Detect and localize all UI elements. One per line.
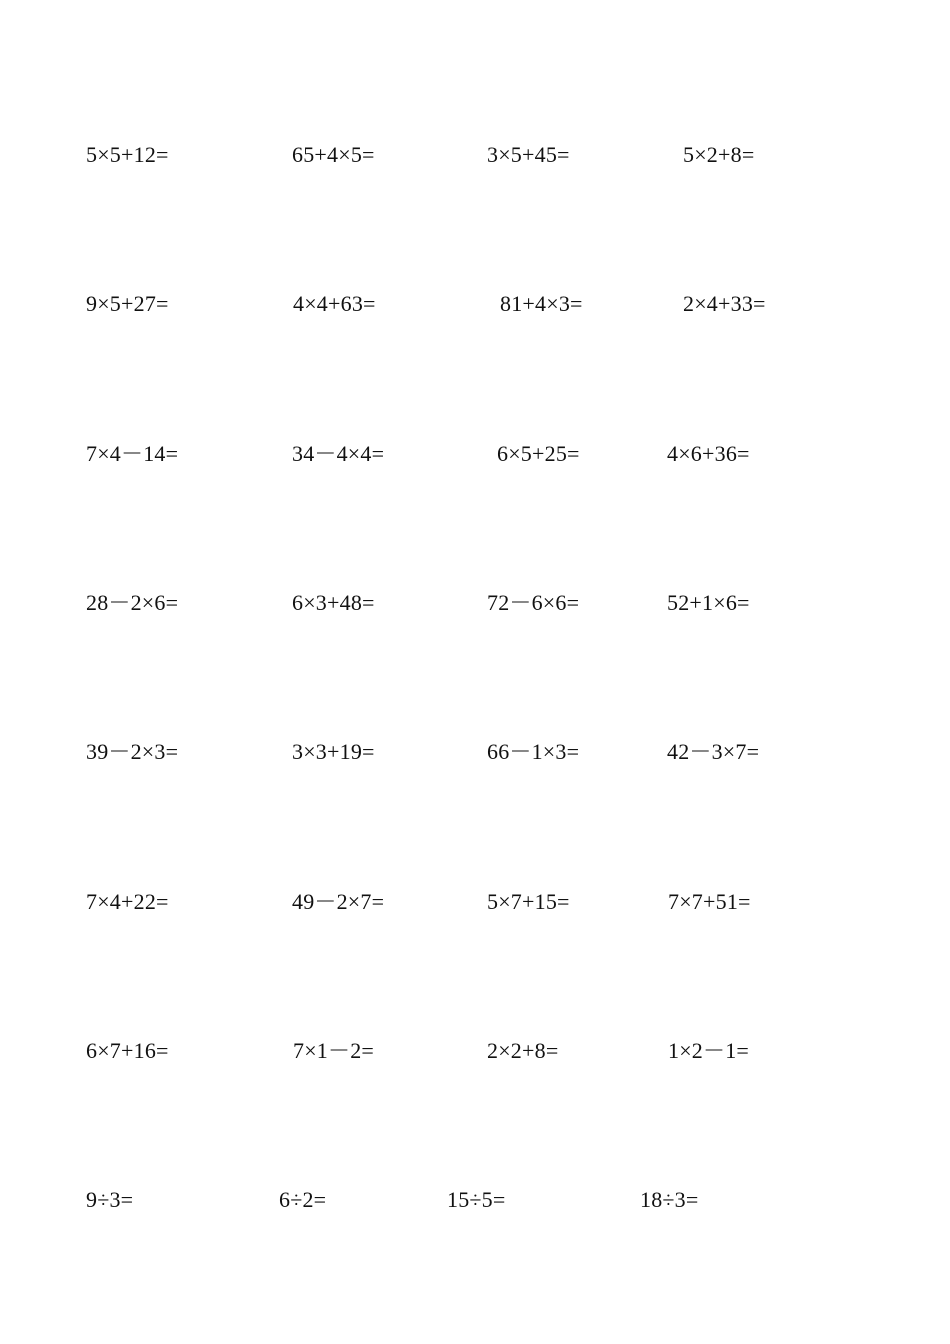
math-problem: 39－2×3= [86,739,179,764]
math-problem: 2×4+33= [683,291,766,316]
math-problem: 3×5+45= [487,142,570,167]
math-problem: 15÷5= [447,1187,506,1212]
problem-row-7 [0,1031,950,1071]
math-problem: 9÷3= [86,1187,134,1212]
math-problem: 1×2－1= [668,1038,750,1063]
math-problem: 5×5+12= [86,142,169,167]
problem-row-8 [0,1180,950,1220]
math-problem: 6×3+48= [292,590,375,615]
problem-row-4 [0,583,950,623]
math-problem: 34－4×4= [292,441,385,466]
math-problem: 7×4+22= [86,889,169,914]
problem-row-5 [0,732,950,772]
math-problem: 52+1×6= [667,590,750,615]
math-problem: 66－1×3= [487,739,580,764]
math-problem: 7×7+51= [668,889,751,914]
math-problem: 81+4×3= [500,291,583,316]
problem-row-3 [0,434,950,474]
math-problem: 3×3+19= [292,739,375,764]
math-problem: 9×5+27= [86,291,169,316]
math-problem: 72－6×6= [487,590,580,615]
math-problem: 4×6+36= [667,441,750,466]
math-problem: 6÷2= [279,1187,327,1212]
problem-row-2 [0,284,950,324]
math-problem: 65+4×5= [292,142,375,167]
math-problem: 6×5+25= [497,441,580,466]
math-problem: 42－3×7= [667,739,760,764]
math-problem: 7×4－14= [86,441,179,466]
math-problem: 18÷3= [640,1187,699,1212]
problem-row-1 [0,135,950,175]
math-problem: 7×1－2= [293,1038,375,1063]
math-problem: 5×7+15= [487,889,570,914]
math-problem: 4×4+63= [293,291,376,316]
math-problem: 2×2+8= [487,1038,559,1063]
math-problem: 49－2×7= [292,889,385,914]
math-problem: 5×2+8= [683,142,755,167]
math-problem: 28－2×6= [86,590,179,615]
math-problem: 6×7+16= [86,1038,169,1063]
problem-row-6 [0,882,950,922]
